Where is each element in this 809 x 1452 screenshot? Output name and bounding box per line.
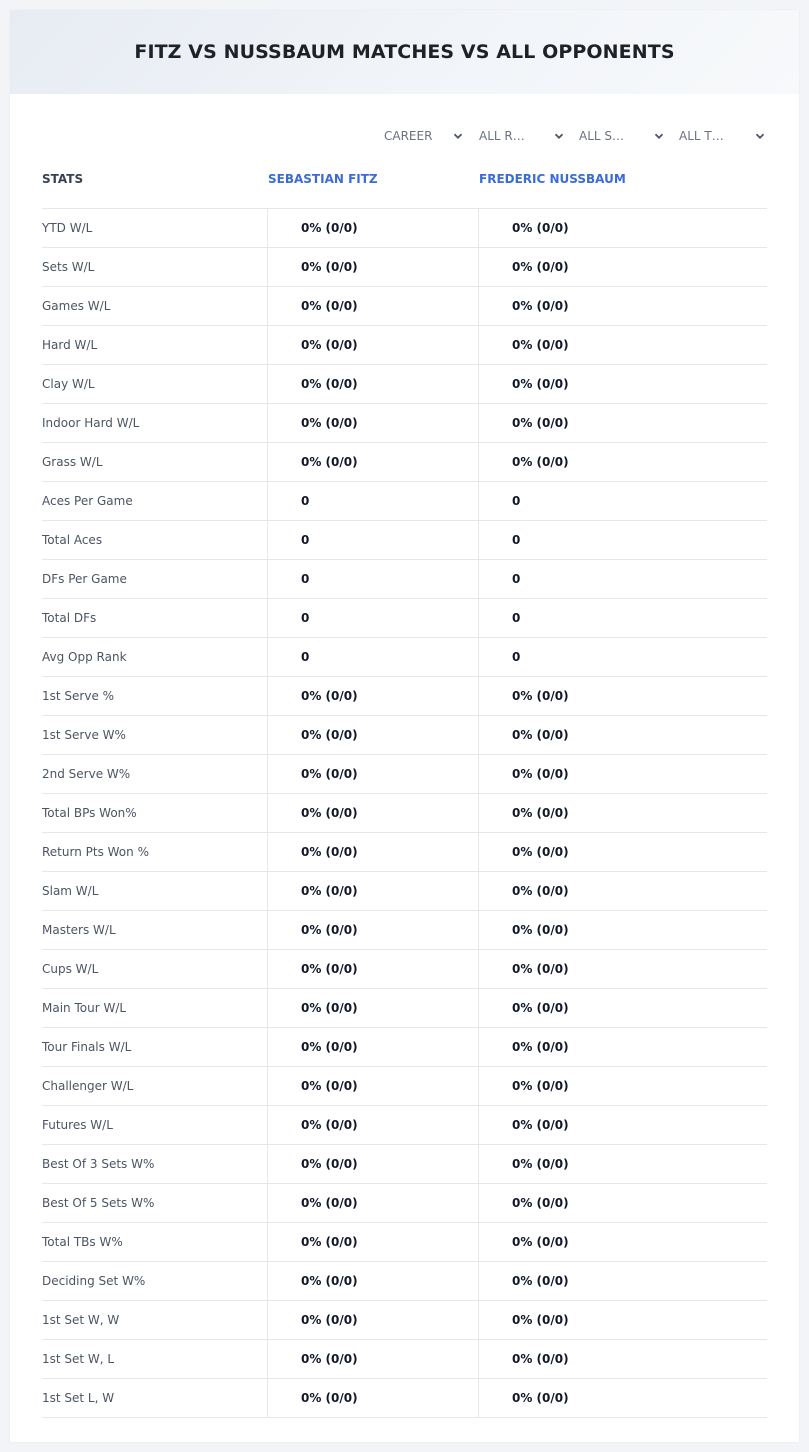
table-row	[42, 559, 767, 598]
filter-surface-select[interactable]	[579, 126, 665, 146]
table-row	[42, 754, 767, 793]
stat-label: Best Of 5 Sets W%	[42, 1196, 155, 1210]
table-row	[42, 520, 767, 559]
stat-label: DFs Per Game	[42, 572, 127, 586]
player2-value: 0% (0/0)	[478, 1106, 767, 1144]
player1-value: 0% (0/0)	[267, 1262, 478, 1300]
filter-tournament-select[interactable]	[679, 126, 766, 146]
stats-card	[10, 10, 799, 1442]
player1-value: 0% (0/0)	[267, 872, 478, 910]
table-row	[42, 247, 767, 286]
stat-label: Return Pts Won %	[42, 845, 149, 859]
player2-value: 0% (0/0)	[478, 287, 767, 325]
chevron-down-icon	[754, 130, 766, 142]
column-header-player1-link[interactable]: SEBASTIAN FITZ	[268, 172, 378, 186]
player2-value: 0% (0/0)	[478, 1379, 767, 1417]
stat-label: Aces Per Game	[42, 494, 133, 508]
player2-value: 0% (0/0)	[478, 1028, 767, 1066]
player2-value: 0	[478, 482, 767, 520]
player1-value: 0% (0/0)	[267, 404, 478, 442]
filter-bar	[10, 126, 799, 146]
player2-value: 0	[478, 599, 767, 637]
table-row	[42, 871, 767, 910]
table-row	[42, 1066, 767, 1105]
table-row	[42, 1144, 767, 1183]
filter-tournament-label: ALL T…	[679, 129, 724, 143]
table-row	[42, 832, 767, 871]
player2-value: 0% (0/0)	[478, 248, 767, 286]
player1-value: 0% (0/0)	[267, 443, 478, 481]
player1-value: 0	[267, 482, 478, 520]
stat-label: Slam W/L	[42, 884, 99, 898]
filter-career-label: CAREER	[384, 129, 433, 143]
player1-value: 0% (0/0)	[267, 1223, 478, 1261]
stats-table-body	[42, 208, 767, 1418]
player1-value: 0% (0/0)	[267, 1067, 478, 1105]
table-row	[42, 1339, 767, 1378]
player1-value: 0	[267, 638, 478, 676]
table-row	[42, 208, 767, 247]
player2-value: 0% (0/0)	[478, 326, 767, 364]
chevron-down-icon	[452, 130, 464, 142]
player1-value: 0% (0/0)	[267, 1340, 478, 1378]
player2-value: 0% (0/0)	[478, 794, 767, 832]
table-row	[42, 1027, 767, 1066]
player1-value: 0% (0/0)	[267, 1379, 478, 1417]
stat-label: 1st Serve W%	[42, 728, 126, 742]
table-row	[42, 910, 767, 949]
player1-value: 0% (0/0)	[267, 716, 478, 754]
player2-value: 0% (0/0)	[478, 365, 767, 403]
table-row	[42, 676, 767, 715]
card-header	[10, 10, 799, 94]
table-row	[42, 325, 767, 364]
table-row	[42, 1222, 767, 1261]
player1-value: 0% (0/0)	[267, 1145, 478, 1183]
stat-label: 1st Set W, L	[42, 1352, 115, 1366]
stat-label: Deciding Set W%	[42, 1274, 146, 1288]
player2-value: 0	[478, 638, 767, 676]
table-row	[42, 1261, 767, 1300]
filter-career-select[interactable]	[384, 126, 464, 146]
player1-value: 0% (0/0)	[267, 989, 478, 1027]
table-row	[42, 364, 767, 403]
player1-value: 0% (0/0)	[267, 1301, 478, 1339]
table-row	[42, 286, 767, 325]
stat-label: Sets W/L	[42, 260, 95, 274]
player1-value: 0% (0/0)	[267, 326, 478, 364]
player2-value: 0% (0/0)	[478, 443, 767, 481]
table-row	[42, 715, 767, 754]
player1-value: 0% (0/0)	[267, 950, 478, 988]
player2-value: 0% (0/0)	[478, 677, 767, 715]
player2-value: 0% (0/0)	[478, 404, 767, 442]
stat-label: Indoor Hard W/L	[42, 416, 140, 430]
table-header	[42, 170, 767, 208]
player1-value: 0% (0/0)	[267, 911, 478, 949]
player1-value: 0	[267, 560, 478, 598]
player2-value: 0% (0/0)	[478, 911, 767, 949]
chevron-down-icon	[553, 130, 565, 142]
table-row	[42, 637, 767, 676]
stat-label: Total TBs W%	[42, 1235, 123, 1249]
player1-value: 0% (0/0)	[267, 1106, 478, 1144]
stat-label: Main Tour W/L	[42, 1001, 127, 1015]
table-row	[42, 598, 767, 637]
table-row	[42, 1105, 767, 1144]
stat-label: Best Of 3 Sets W%	[42, 1157, 155, 1171]
column-header-stats: STATS	[42, 172, 84, 186]
player2-value: 0% (0/0)	[478, 1223, 767, 1261]
filter-rounds-label: ALL R…	[479, 129, 525, 143]
player2-value: 0% (0/0)	[478, 716, 767, 754]
chevron-down-icon	[653, 130, 665, 142]
player1-value: 0% (0/0)	[267, 287, 478, 325]
player1-value: 0% (0/0)	[267, 794, 478, 832]
player1-value: 0% (0/0)	[267, 755, 478, 793]
player2-value: 0% (0/0)	[478, 989, 767, 1027]
filter-rounds-select[interactable]	[479, 126, 565, 146]
stat-label: Tour Finals W/L	[42, 1040, 132, 1054]
stat-label: Total BPs Won%	[42, 806, 137, 820]
player1-value: 0	[267, 599, 478, 637]
player2-value: 0% (0/0)	[478, 833, 767, 871]
table-row	[42, 403, 767, 442]
player1-value: 0% (0/0)	[267, 365, 478, 403]
column-header-player2-link[interactable]: FREDERIC NUSSBAUM	[479, 172, 626, 186]
player2-value: 0% (0/0)	[478, 1067, 767, 1105]
player1-value: 0% (0/0)	[267, 833, 478, 871]
player2-value: 0% (0/0)	[478, 872, 767, 910]
table-row	[42, 1378, 767, 1418]
stat-label: Masters W/L	[42, 923, 116, 937]
stat-label: Total Aces	[42, 533, 103, 547]
stat-label: Avg Opp Rank	[42, 650, 127, 664]
player2-value: 0% (0/0)	[478, 1262, 767, 1300]
table-row	[42, 949, 767, 988]
table-row	[42, 1300, 767, 1339]
stat-label: 1st Set W, W	[42, 1313, 120, 1327]
table-row	[42, 793, 767, 832]
stat-label: 2nd Serve W%	[42, 767, 131, 781]
player1-value: 0% (0/0)	[267, 209, 478, 247]
stat-label: Total DFs	[42, 611, 97, 625]
page-title: FITZ VS NUSSBAUM MATCHES VS ALL OPPONENTS	[134, 41, 675, 63]
stat-label: YTD W/L	[42, 221, 93, 235]
player2-value: 0% (0/0)	[478, 1340, 767, 1378]
player2-value: 0% (0/0)	[478, 755, 767, 793]
stat-label: Games W/L	[42, 299, 111, 313]
player1-value: 0% (0/0)	[267, 248, 478, 286]
stat-label: Hard W/L	[42, 338, 98, 352]
player1-value: 0% (0/0)	[267, 677, 478, 715]
table-row	[42, 988, 767, 1027]
player2-value: 0% (0/0)	[478, 950, 767, 988]
stat-label: Cups W/L	[42, 962, 99, 976]
player2-value: 0	[478, 560, 767, 598]
table-row	[42, 1183, 767, 1222]
stat-label: Grass W/L	[42, 455, 103, 469]
player2-value: 0% (0/0)	[478, 1184, 767, 1222]
player1-value: 0% (0/0)	[267, 1184, 478, 1222]
player2-value: 0% (0/0)	[478, 209, 767, 247]
stat-label: 1st Serve %	[42, 689, 115, 703]
table-row	[42, 481, 767, 520]
stat-label: Futures W/L	[42, 1118, 113, 1132]
filter-surface-label: ALL S…	[579, 129, 625, 143]
player2-value: 0% (0/0)	[478, 1145, 767, 1183]
stat-label: Clay W/L	[42, 377, 95, 391]
table-row	[42, 442, 767, 481]
stat-label: 1st Set L, W	[42, 1391, 115, 1405]
player2-value: 0	[478, 521, 767, 559]
player1-value: 0% (0/0)	[267, 1028, 478, 1066]
player1-value: 0	[267, 521, 478, 559]
stat-label: Challenger W/L	[42, 1079, 134, 1093]
player2-value: 0% (0/0)	[478, 1301, 767, 1339]
